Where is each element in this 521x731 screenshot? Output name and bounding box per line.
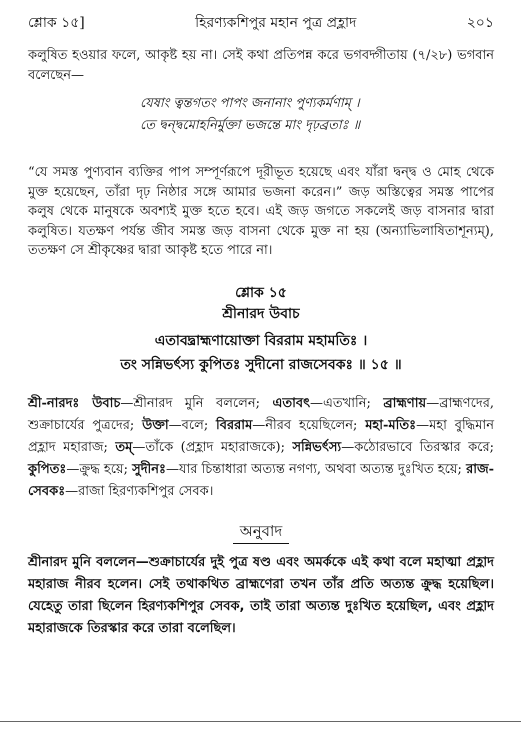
sanskrit-line: এতাবদ্ব্রাহ্মণায়োক্তা বিররাম মহামতিঃ । — [154, 332, 368, 349]
verse-line: যেষাং ত্বন্তগতং পাপং জনানাং পুণ্যকর্মণাম্ । — [140, 96, 360, 111]
gloss-term: সুদীনঃ — [132, 461, 166, 477]
gloss-term: সন্নিভর্ৎস্য — [292, 439, 342, 455]
running-header — [28, 14, 494, 32]
book-page — [28, 14, 494, 640]
gloss-meaning: —কঠোরভাবে তিরস্কার করে; — [341, 439, 495, 455]
header-chapter-title: হিরণ্যকশিপুর মহান পুত্র প্রহ্লাদ — [195, 15, 357, 31]
page-bottom-rule — [0, 721, 521, 722]
speaker-heading: শ্রীনারদ উবাচ — [222, 305, 300, 322]
gloss-term: মহা-মতিঃ — [365, 417, 417, 433]
gloss-meaning: —শ্রীনারদ মুনি বললেন; — [120, 395, 273, 411]
gloss-meaning: —নীরব হয়েছিলেন; — [252, 417, 366, 433]
gloss-meaning: —যার চিন্তাধারা অত্যন্ত নগণ্য, অথবা অত্যন্ত দুঃখিত হয়ে; — [165, 461, 467, 477]
gloss-term: রাজ-সেবকঃ — [28, 461, 495, 499]
gloss-term: উক্তা — [142, 417, 169, 433]
translation-heading-label: অনুবাদ — [239, 521, 283, 540]
translation-paragraph: শ্রীনারদ মুনি বললেন—শুক্রাচার্যের দুই পুত্র ষণ্ড এবং অমর্ককে এই কথা বলে মহাত্মা প্রহ্লাদ মহারাজ নীরব হলেন। সেই তথাকথিত ব্রাহ্মণেরা তখন তাঁর প্রতি অত্যন্ত ক্রুদ্ধ হয়েছিল। যেহেতু তারা ছিলেন হিরণ্যকশিপুর সেবক, তাই তারা অত্যন্ত দুঃখিত হয়েছিল, এবং প্রহ্লাদ মহারাজকে তিরস্কার করে তারা বলেছিল। — [28, 554, 494, 636]
gloss-term: কুপিতঃ — [28, 461, 67, 477]
purport-paragraph-1: কলুষিত হওয়ার ফলে, আকৃষ্ট হয় না। সেই কথা প্রতিপন্ন করে ভগবদ্গীতায় (৭/২৮) ভগবান বলেছেন— — [28, 48, 494, 83]
heading-underline — [233, 543, 289, 544]
gita-verse — [140, 93, 494, 137]
gloss-meaning: —তাঁকে (প্রহ্লাদ মহারাজকে); — [132, 439, 293, 455]
gloss-meaning: —ব্রাহ্মণদের, শুক্রাচার্যের পুত্রদের; — [28, 395, 494, 433]
page-number: ২০১ — [466, 15, 494, 31]
gloss-meaning: —ক্রুদ্ধ হয়ে; — [66, 461, 133, 477]
gloss-meaning: —এতখানি; — [310, 395, 384, 411]
gloss-term: ব্রাহ্মণায় — [383, 395, 427, 411]
header-verse-ref: শ্লোক ১৫] — [28, 15, 85, 31]
purport-paragraph-2: “যে সমস্ত পুণ্যবান ব্যক্তির পাপ সম্পূর্ণরূপে দূরীভূত হয়েছে এবং যাঁরা দ্বন্দ্ব ও মোহ থেকে মুক্ত হয়েছেন, তাঁরা দৃঢ় নিষ্ঠার সঙ্গে আমার ভজনা করেন।” জড় অস্তিত্বের সমস্ত পাপের কলুষ থেকে মানুষকে অবশ্যই মুক্ত হতে হবে। এই জড় জগতে সকলেই জড় বাসনার দ্বারা কলুষিত। যতক্ষণ পর্যন্ত জীব সমস্ত জড় বাসনা থেকে মুক্ত না হয় (অন্যাভিলাষিতাশূন্যম্), ততক্ষণ সে শ্রীকৃষ্ণের দ্বারা আকৃষ্ট হতে পারে না। — [28, 165, 494, 258]
sanskrit-line: তং সন্নিভর্ৎস্য কুপিতঃ সুদীনো রাজসেবকঃ ॥ ১৫ ॥ — [120, 356, 402, 373]
shloka-heading: শ্লোক ১৫ — [235, 284, 287, 301]
gloss-term: এতাবৎ — [272, 395, 311, 411]
gloss-term: তম্ — [115, 439, 133, 455]
gloss-term: বিররাম — [216, 417, 253, 433]
gloss-meaning: —রাজা হিরণ্যকশিপুর সেবক। — [65, 483, 214, 499]
gloss-term: শ্রী-নারদঃ উবাচ — [28, 395, 121, 411]
gloss-meaning: —বলে; — [168, 417, 217, 433]
translation-heading — [28, 521, 494, 544]
gloss-meaning: —মহা বুদ্ধিমান প্রহ্লাদ মহারাজ; — [28, 417, 494, 455]
verse-line: তে দ্বন্দ্বমোহনির্মুক্তা ভজন্তে মাং দৃঢ়ব্রতাঃ ॥ — [140, 118, 361, 133]
word-gloss — [28, 393, 494, 503]
